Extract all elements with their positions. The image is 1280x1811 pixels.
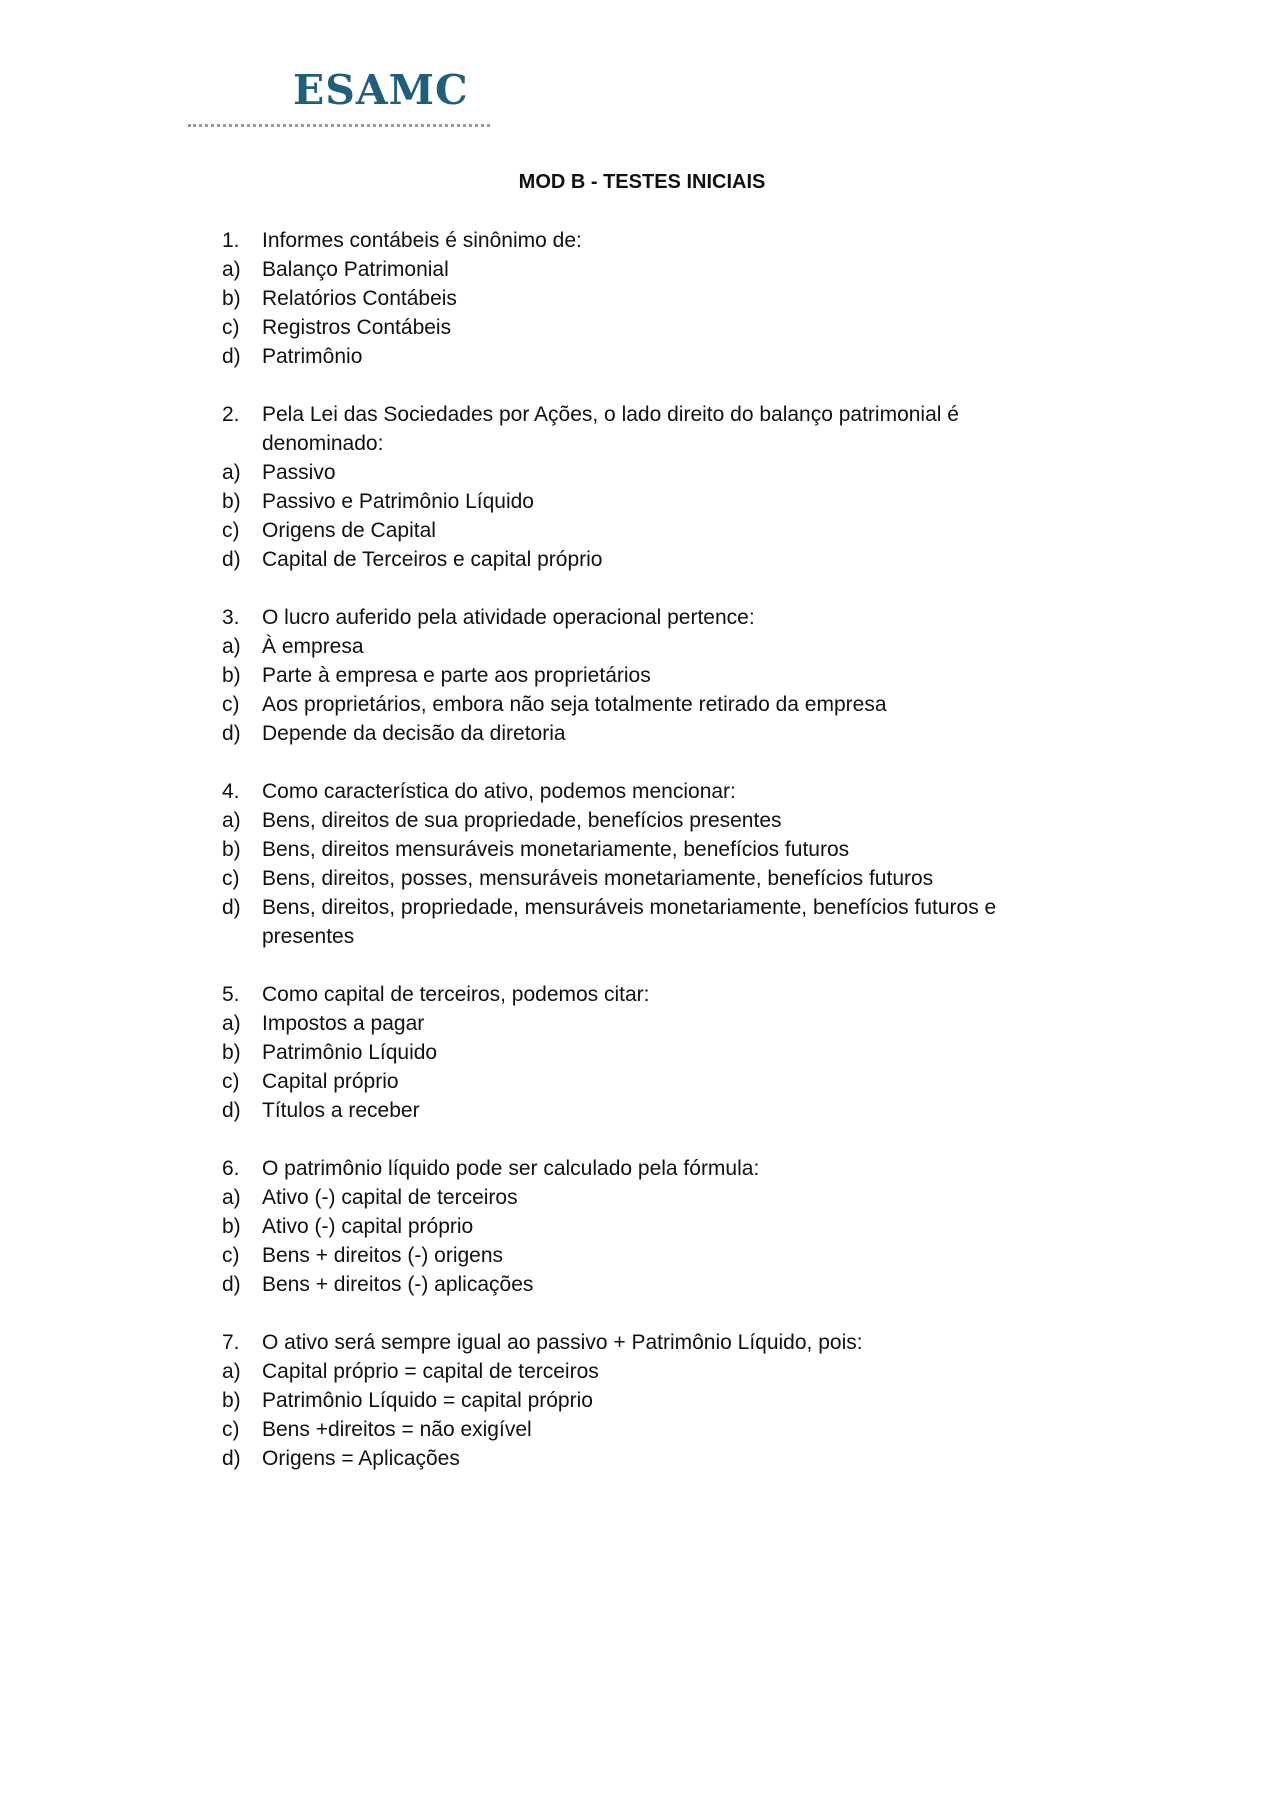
question-number: 5. xyxy=(222,983,240,1006)
question-stem xyxy=(222,400,1082,458)
option-text: Balanço Patrimonial xyxy=(262,258,449,281)
answer-option xyxy=(222,661,1082,690)
answer-option xyxy=(222,545,1082,574)
question-number: 4. xyxy=(222,780,240,803)
option-letter: b) xyxy=(222,1041,241,1064)
option-text: Registros Contábeis xyxy=(262,316,452,339)
option-letter: c) xyxy=(222,1418,240,1441)
option-letter: c) xyxy=(222,1070,240,1093)
question-2 xyxy=(222,400,1082,574)
question-stem xyxy=(222,1154,1082,1183)
option-text: Patrimônio Líquido xyxy=(262,1041,438,1064)
option-letter: d) xyxy=(222,722,241,745)
option-letter: d) xyxy=(222,548,241,571)
option-letter: a) xyxy=(222,461,241,484)
option-letter: a) xyxy=(222,1360,241,1383)
question-text: Como característica do ativo, podemos mencionar: xyxy=(262,780,736,803)
answer-option xyxy=(222,835,1082,864)
answer-option xyxy=(222,458,1082,487)
answer-option xyxy=(222,284,1082,313)
option-letter: d) xyxy=(222,1447,241,1470)
answer-option xyxy=(222,690,1082,719)
question-text: Como capital de terceiros, podemos citar: xyxy=(262,983,650,1006)
option-letter: a) xyxy=(222,635,241,658)
option-text: Bens +direitos = não exigível xyxy=(262,1418,532,1441)
option-letter: d) xyxy=(222,1099,241,1122)
question-stem xyxy=(222,777,1082,806)
option-letter: c) xyxy=(222,1244,240,1267)
option-text: Bens + direitos (-) origens xyxy=(262,1244,504,1267)
answer-option xyxy=(222,1183,1082,1212)
question-number: 6. xyxy=(222,1157,240,1180)
option-text: Aos proprietários, embora não seja totalmente retirado da empresa xyxy=(262,693,887,716)
option-text: Bens, direitos, posses, mensuráveis monetariamente, benefícios futuros xyxy=(262,867,934,890)
option-text: Impostos a pagar xyxy=(262,1012,425,1035)
answer-option xyxy=(222,1096,1082,1125)
question-stem xyxy=(222,1328,1082,1357)
question-text: O patrimônio líquido pode ser calculado pela fórmula: xyxy=(262,1157,760,1180)
question-number: 2. xyxy=(222,403,240,426)
option-letter: a) xyxy=(222,809,241,832)
question-stem xyxy=(222,226,1082,255)
answer-option xyxy=(222,255,1082,284)
option-letter: c) xyxy=(222,316,240,339)
answer-option xyxy=(222,719,1082,748)
option-text: Depende da decisão da diretoria xyxy=(262,722,566,745)
option-text: Capital próprio = capital de terceiros xyxy=(262,1360,599,1383)
option-letter: d) xyxy=(222,345,241,368)
answer-option xyxy=(222,632,1082,661)
option-letter: c) xyxy=(222,867,240,890)
answer-option xyxy=(222,1357,1082,1386)
answer-option xyxy=(222,1386,1082,1415)
option-text: Capital de Terceiros e capital próprio xyxy=(262,548,603,571)
option-text: Títulos a receber xyxy=(262,1099,420,1122)
option-text: Passivo xyxy=(262,461,336,484)
option-letter: b) xyxy=(222,287,241,310)
esamc-logo: ESAMC xyxy=(293,66,469,114)
option-letter: a) xyxy=(222,258,241,281)
answer-option xyxy=(222,1270,1082,1299)
answer-option xyxy=(222,1009,1082,1038)
option-text: Origens de Capital xyxy=(262,519,436,542)
answer-option xyxy=(222,1038,1082,1067)
option-text: Bens, direitos de sua propriedade, benefícios presentes xyxy=(262,809,782,832)
answer-option xyxy=(222,864,1082,893)
question-text: Informes contábeis é sinônimo de: xyxy=(262,229,582,252)
option-letter: c) xyxy=(222,693,240,716)
question-number: 7. xyxy=(222,1331,240,1354)
option-letter: c) xyxy=(222,519,240,542)
question-text: Pela Lei das Sociedades por Ações, o lado direito do balanço patrimonial é denominado: xyxy=(262,403,959,455)
option-text: À empresa xyxy=(262,635,364,658)
option-text: Ativo (-) capital de terceiros xyxy=(262,1186,518,1209)
option-letter: b) xyxy=(222,1215,241,1238)
answer-option xyxy=(222,893,1082,951)
question-list xyxy=(222,226,1082,1502)
option-text: Passivo e Patrimônio Líquido xyxy=(262,490,534,513)
answer-option xyxy=(222,1415,1082,1444)
option-letter: b) xyxy=(222,1389,241,1412)
option-letter: d) xyxy=(222,1273,241,1296)
document-title: MOD B - TESTES INICIAIS xyxy=(518,171,766,193)
question-stem xyxy=(222,980,1082,1009)
option-letter: d) xyxy=(222,896,241,919)
answer-option xyxy=(222,342,1082,371)
option-letter: b) xyxy=(222,490,241,513)
answer-option xyxy=(222,1067,1082,1096)
question-1 xyxy=(222,226,1082,371)
option-text: Relatórios Contábeis xyxy=(262,287,457,310)
option-text: Ativo (-) capital próprio xyxy=(262,1215,474,1238)
question-text: O lucro auferido pela atividade operacional pertence: xyxy=(262,606,755,629)
answer-option xyxy=(222,487,1082,516)
question-3 xyxy=(222,603,1082,748)
option-text: Bens, direitos mensuráveis monetariamente, benefícios futuros xyxy=(262,838,850,861)
option-text: Capital próprio xyxy=(262,1070,399,1093)
option-text: Patrimônio Líquido = capital próprio xyxy=(262,1389,593,1412)
option-text: Parte à empresa e parte aos proprietários xyxy=(262,664,651,687)
answer-option xyxy=(222,1444,1082,1473)
answer-option xyxy=(222,313,1082,342)
question-number: 1. xyxy=(222,229,240,252)
option-letter: b) xyxy=(222,838,241,861)
option-text: Bens + direitos (-) aplicações xyxy=(262,1273,534,1296)
option-letter: b) xyxy=(222,664,241,687)
question-7 xyxy=(222,1328,1082,1473)
option-text: Patrimônio xyxy=(262,345,363,368)
option-letter: a) xyxy=(222,1012,241,1035)
answer-option xyxy=(222,516,1082,545)
answer-option xyxy=(222,1212,1082,1241)
option-letter: a) xyxy=(222,1186,241,1209)
question-6 xyxy=(222,1154,1082,1299)
question-4 xyxy=(222,777,1082,951)
option-text: Bens, direitos, propriedade, mensuráveis monetariamente, benefícios futuros e presentes xyxy=(262,896,997,948)
question-5 xyxy=(222,980,1082,1125)
question-stem xyxy=(222,603,1082,632)
option-text: Origens = Aplicações xyxy=(262,1447,460,1470)
question-text: O ativo será sempre igual ao passivo + Patrimônio Líquido, pois: xyxy=(262,1331,863,1354)
answer-option xyxy=(222,806,1082,835)
question-number: 3. xyxy=(222,606,240,629)
answer-option xyxy=(222,1241,1082,1270)
logo-dotted-rule xyxy=(188,124,490,127)
